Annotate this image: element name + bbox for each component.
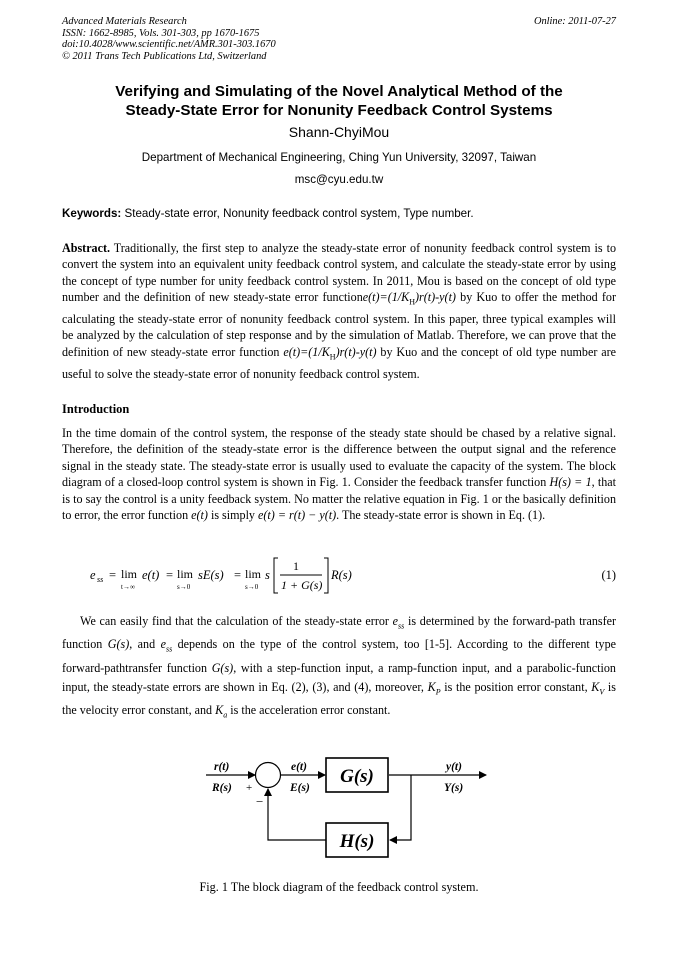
feedback-path-out bbox=[390, 775, 411, 840]
intro2-text-f: is the position error constant, bbox=[440, 679, 592, 694]
eq-lim-2: lim bbox=[177, 567, 194, 581]
title-line-2: Steady-State Error for Nonunity Feedback Control Systems bbox=[125, 102, 553, 119]
eq-ess: e bbox=[90, 568, 96, 582]
abstract-function-2b: )r(t)-y(t) bbox=[335, 344, 377, 359]
label-Rs: R(s) bbox=[212, 782, 232, 794]
abstract-function-2: e(t)=(1/K bbox=[283, 344, 330, 359]
journal-name: Advanced Materials Research bbox=[62, 16, 187, 27]
abstract-subscript-2: H bbox=[329, 352, 336, 362]
abstract-function-1: e(t)=(1/K bbox=[362, 290, 410, 305]
intro-text-d: . The steady-state error is shown in Eq. (1). bbox=[336, 508, 546, 523]
intro2-math-ka-sub: a bbox=[223, 710, 228, 720]
intro-text-c: is simply bbox=[207, 508, 259, 523]
label-rt: r(t) bbox=[214, 761, 230, 773]
intro-text-a: In the time domain of the control system, the response of the steady state should be chased by a relative signal. Therefore, the definition of the steady-state error is the difference between the output signal and the reference signal in the steady state. The steady-state error is usually used to evaluate the capacity of the system. The block diagram of a closed-loop control system is shown in Fig. 1. Consider the feedback transfer function bbox=[62, 426, 616, 490]
eq-s: s bbox=[265, 568, 270, 582]
intro2-text-g: is the velocity error constant, and bbox=[62, 679, 616, 718]
eq-lim-3: lim bbox=[245, 567, 262, 581]
intro2-text-d: depends on the type of the control system, too [1-5]. According to the different type forward-pathtransfer function bbox=[62, 637, 617, 675]
g-block-label: G(s) bbox=[340, 766, 374, 787]
intro2-math-ess-2-sub: ss bbox=[165, 644, 173, 654]
intro2-math-kp: K bbox=[427, 679, 436, 694]
abstract-text-2: by Kuo to offer the method for calculating the steady-state error of nonunity feedback control system. In this paper, three typical examples will be analyzed by the calculation of step response and by the simulation of Matlab. Therefore, we can prove that the definition of new steady-state error function bbox=[62, 290, 616, 359]
intro2-math-ess-sub: ss bbox=[398, 621, 405, 631]
author-name: Shann-ChyiMou bbox=[288, 124, 390, 140]
feedback-path-in bbox=[268, 789, 326, 840]
online-date: Online: 2011-07-27 bbox=[533, 16, 616, 27]
intro2-math-kv: K bbox=[591, 679, 600, 694]
eq-equals-2: = bbox=[166, 568, 174, 582]
author-email: msc@cyu.edu.tw bbox=[294, 173, 384, 186]
intro2-text-h: is the acceleration error constant. bbox=[227, 703, 391, 718]
intro-text-b: , that is to say the control is a unity feedback system. No matter the relative equation in Fig. 1 or the basically definition to error, the error function bbox=[62, 475, 617, 523]
doi-line: doi:10.4028/www.scientific.net/AMR.301-303.1670 bbox=[62, 39, 276, 51]
intro2-text-a: We can easily find that the calculation of the steady-state error bbox=[80, 614, 393, 628]
label-plus: + bbox=[246, 782, 253, 794]
intro2-text-c: , and bbox=[129, 637, 161, 652]
figure-1-caption: Fig. 1 The block diagram of the feedback control system. bbox=[199, 880, 479, 894]
eq-denominator: 1 + G(s) bbox=[281, 578, 323, 592]
label-et: e(t) bbox=[291, 761, 307, 773]
keywords-label: Keywords: bbox=[62, 207, 122, 220]
intro2-math-gs: G(s) bbox=[107, 637, 130, 652]
intro2-math-gs-2: G(s) bbox=[211, 660, 234, 675]
intro2-math-ka: K bbox=[215, 703, 224, 718]
intro2-text-b: is determined by the forward-path transfer function bbox=[62, 614, 617, 652]
label-minus: − bbox=[256, 794, 264, 809]
intro2-math-kp-sub: P bbox=[435, 687, 441, 697]
eq-equals-1: = bbox=[109, 568, 117, 582]
eq-lim-1: lim bbox=[121, 567, 138, 581]
summing-junction bbox=[256, 763, 281, 788]
eq-rs: R(s) bbox=[331, 568, 352, 582]
affiliation: Department of Mechanical Engineering, Ching Yun University, 32097, Taiwan bbox=[141, 151, 537, 164]
equation-1-number: (1) bbox=[601, 568, 616, 582]
eq-equals-3: = bbox=[234, 568, 242, 582]
intro2-text-e: , with a step-function input, a ramp-function input, and a parabolic-function input, the steady-state errors are shown in Eq. (2), (3), and (4), moreover, bbox=[62, 660, 616, 694]
intro-math-hs: H(s) = 1 bbox=[549, 475, 592, 490]
keywords-text: Steady-state error, Nonunity feedback control system, Type number. bbox=[121, 207, 474, 220]
intro2-math-kv-sub: V bbox=[599, 687, 605, 697]
h-block-label: H(s) bbox=[339, 831, 375, 852]
label-yt: y(t) bbox=[446, 761, 462, 773]
eq-term-et: e(t) bbox=[142, 568, 160, 582]
label-Ys: Y(s) bbox=[444, 782, 464, 794]
eq-term-sEs: sE(s) bbox=[198, 568, 224, 582]
copyright-line: © 2011 Trans Tech Publications Ltd, Switzerland bbox=[62, 50, 267, 62]
intro2-math-ess-2: e bbox=[160, 637, 166, 652]
title-line-1: Verifying and Simulating of the Novel Analytical Method of the bbox=[115, 83, 563, 100]
intro-math-error-eq: e(t) = r(t) − y(t) bbox=[258, 508, 337, 523]
abstract-text-3: by Kuo and the concept of old type number are useful to solve the steady-state error of nonunity feedback control system. bbox=[62, 344, 616, 381]
section-heading-introduction: Introduction bbox=[62, 402, 130, 416]
eq-numerator: 1 bbox=[293, 559, 299, 573]
abstract-label: Abstract. bbox=[62, 241, 111, 255]
intro-math-et: e(t) bbox=[191, 508, 208, 523]
abstract-function-1b: )r(t)-y(t) bbox=[415, 290, 456, 305]
eq-lim-3-sub: s→0 bbox=[245, 583, 259, 591]
label-Es: E(s) bbox=[290, 782, 310, 794]
intro2-math-ess: e bbox=[392, 614, 399, 628]
eq-ess-sub: ss bbox=[97, 575, 104, 584]
abstract-text-1: Traditionally, the first step to analyze the steady-state error of nonunity feedback control system is to convert the system into an equivalent unity feedback control system, and calculate the steady-state error by using the concept of type number for unity feedback control system. In 2011, Mou is based on the concept of old type number and the definition of new steady-state error function bbox=[62, 241, 616, 305]
issn-line: ISSN: 1662-8985, Vols. 301-303, pp 1670-1675 bbox=[62, 27, 260, 39]
eq-lim-1-sub: t→∞ bbox=[121, 583, 135, 591]
eq-lim-2-sub: s→0 bbox=[177, 583, 191, 591]
abstract-subscript-1: H bbox=[409, 297, 415, 307]
